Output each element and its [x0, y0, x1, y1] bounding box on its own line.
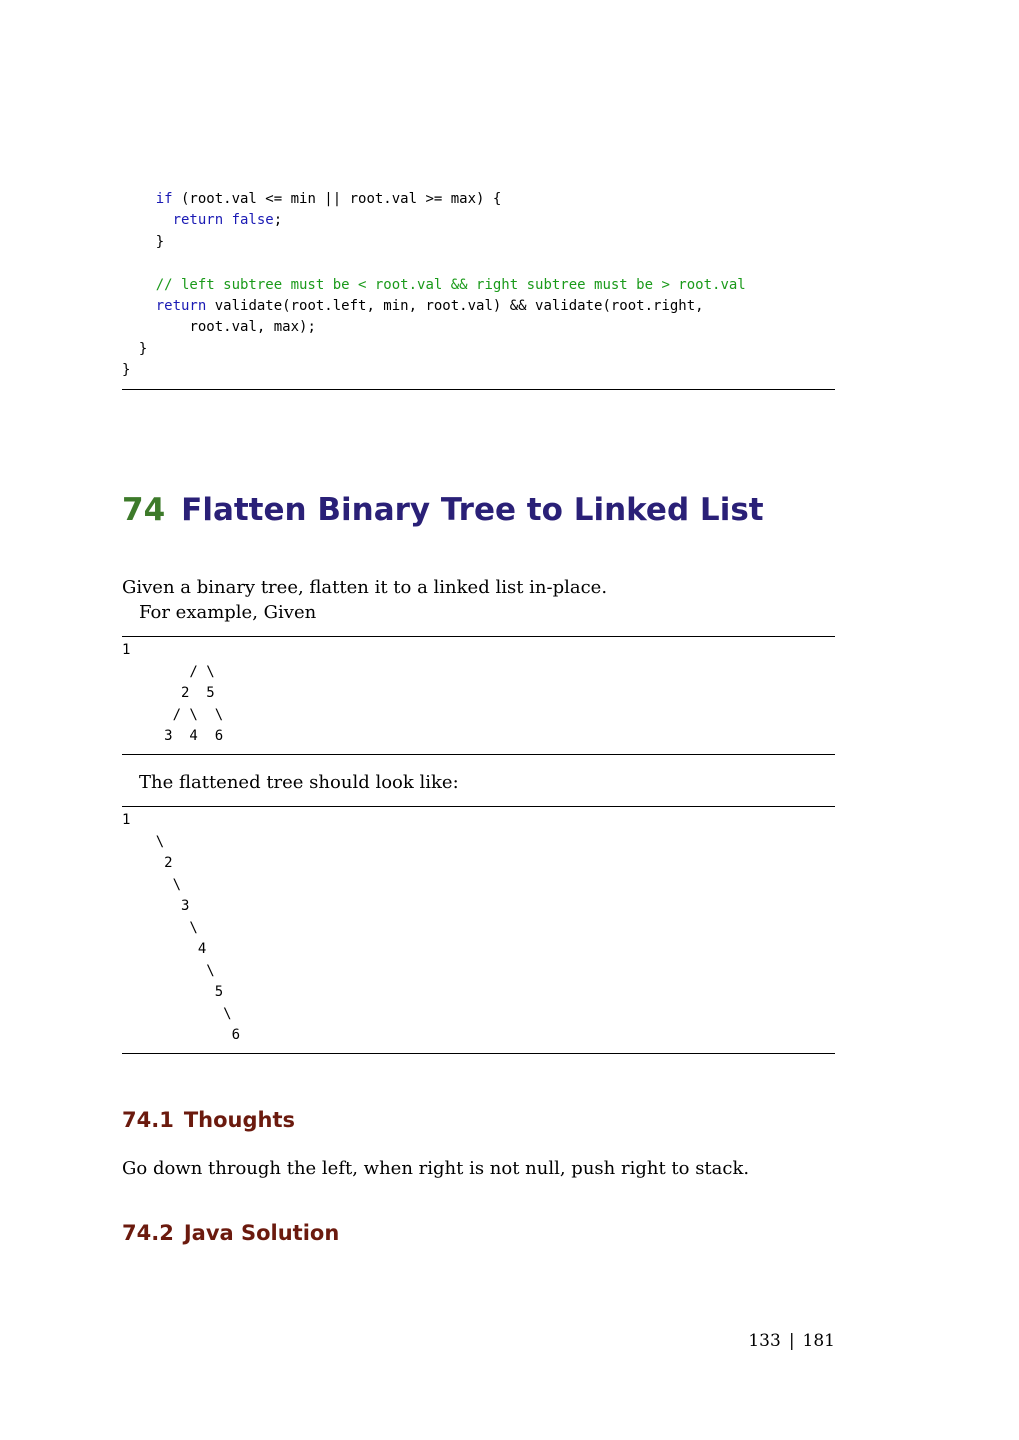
- code-line: 5: [122, 984, 224, 1000]
- code-block-bottom-rule: [122, 389, 835, 390]
- flattened-tree-top-rule: [122, 806, 835, 807]
- thoughts-paragraph: Go down through the left, when right is not null, push right to stack.: [122, 1158, 750, 1179]
- flattened-label: The flattened tree should look like:: [139, 772, 459, 793]
- code-line: \: [122, 919, 198, 936]
- code-line: [122, 360, 130, 381]
- code-text: }: [155, 233, 165, 250]
- code-line: [122, 232, 164, 253]
- code-line: \: [122, 962, 215, 979]
- code-line: 1: [122, 642, 131, 658]
- code-keyword: return false: [172, 212, 274, 229]
- intro-paragraph: Given a binary tree, flatten it to a linked list in-place.: [122, 577, 608, 598]
- code-line: 1: [122, 812, 131, 828]
- code-text: }: [122, 362, 131, 379]
- code-line: \: [122, 833, 165, 850]
- code-text: root.val, max);: [189, 319, 316, 336]
- code-line: 2 5: [122, 685, 215, 701]
- code-line: / \ \: [122, 706, 224, 723]
- code-line: \: [122, 1005, 232, 1022]
- code-line: [122, 317, 316, 338]
- code-text: }: [138, 340, 148, 357]
- code-line: [122, 189, 501, 210]
- code-text: ;: [273, 212, 283, 229]
- current-page: 133: [748, 1331, 781, 1351]
- given-tree-bottom-rule: [122, 754, 835, 755]
- subsection-number: 74.2: [122, 1221, 174, 1245]
- subsection-number: 74.1: [122, 1108, 174, 1132]
- code-keyword: if: [155, 191, 173, 207]
- code-comment: // left subtree must be < root.val && right subtree must be > root.val: [155, 276, 746, 293]
- given-tree-top-rule: [122, 636, 835, 637]
- code-text: (root.val <= min || root.val >= max) {: [172, 191, 502, 207]
- code-line: 6: [122, 1027, 241, 1043]
- code-line: 4: [122, 941, 207, 957]
- subsection-heading-solution: [122, 1221, 339, 1245]
- code-line: 2: [122, 855, 173, 871]
- subsection-heading-thoughts: [122, 1108, 295, 1132]
- code-line: 3 4 6: [122, 728, 224, 744]
- example-label: For example, Given: [139, 602, 317, 623]
- code-line: [122, 210, 282, 231]
- code-text: validate(root.left, min, root.val) && validate(root.right,: [206, 298, 704, 314]
- flattened-tree-bottom-rule: [122, 1053, 835, 1054]
- subsection-title: Java Solution: [183, 1221, 340, 1245]
- section-number: 74: [122, 492, 166, 528]
- section-title: Flatten Binary Tree to Linked List: [181, 492, 764, 528]
- section-heading: [122, 492, 764, 528]
- code-line: [122, 296, 704, 317]
- code-line: / \: [122, 663, 215, 680]
- total-pages: 181: [802, 1331, 835, 1351]
- code-line: \: [122, 876, 182, 893]
- code-line: 3: [122, 898, 190, 914]
- code-line: [122, 275, 746, 296]
- page-number: [748, 1331, 835, 1351]
- code-line: [122, 339, 147, 360]
- subsection-title: Thoughts: [183, 1108, 296, 1132]
- page-separator: |: [788, 1331, 795, 1351]
- code-keyword: return: [155, 298, 207, 314]
